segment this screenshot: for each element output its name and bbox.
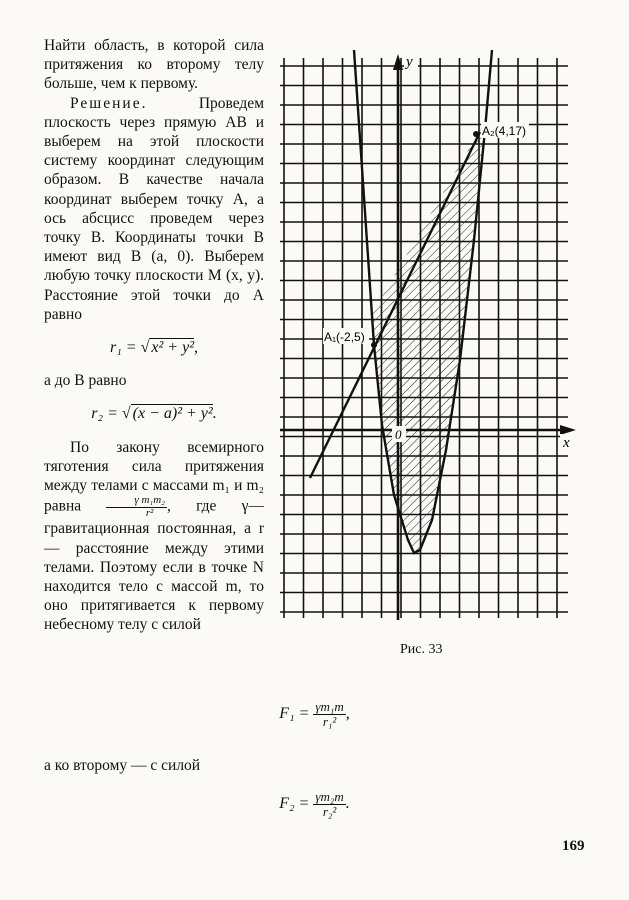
formula-f1 xyxy=(0,700,629,728)
point-a1-dot xyxy=(371,342,377,348)
figure-33 xyxy=(280,50,590,620)
intro-paragraph: Найти область, в которой сила притяжения ко второму телу больше, чем к первому. xyxy=(44,37,264,93)
r1-end: , xyxy=(193,339,198,357)
f1-num: γm₁m xyxy=(315,699,344,714)
law-after-text: , где γ—гравитационная постоянная, а r — расстояние между этими телами. Поэтому если в точке N находится тело с массой m, то оно притягивается к первому небесному телу с силой xyxy=(44,497,265,634)
law-paragraph xyxy=(44,438,264,635)
f2-lhs: F₂ = xyxy=(279,794,314,812)
f2-fraction xyxy=(313,790,345,818)
gravity-den: r² xyxy=(145,506,154,519)
f1-fraction xyxy=(313,700,345,728)
y-label: y xyxy=(406,54,413,70)
formula-r1: r₁ = √ x² + y², xyxy=(110,339,198,357)
solution-heading: Решение. xyxy=(70,94,148,112)
r2-lhs: r₂ = xyxy=(91,405,122,423)
text-column xyxy=(44,36,264,635)
to-b-text: а до B равно xyxy=(44,372,127,390)
origin-label: 0 xyxy=(395,427,402,442)
f2-den: r₂² xyxy=(322,803,337,819)
figure-caption: Рис. 33 xyxy=(400,642,443,657)
f1-end: , xyxy=(345,704,350,722)
point-a1-label: A₁(-2,5) xyxy=(324,330,365,344)
point-a2-label: A₂(4,17) xyxy=(482,124,527,138)
f1-den: r₁² xyxy=(322,713,337,729)
point-a2-dot xyxy=(473,131,479,137)
solution-text: Проведем плоскость через прямую AB и выберем на этой плоскости систему координат следующим образом. В качестве начала координат выберем точку A, а ось абсцисс проведем через точку B. Координаты точки B имеют вид B (a, 0). Выберем любую точку плоскости M (x, y). Расстояние этой точки до A равно xyxy=(44,94,264,323)
r1-radicand: x² + y² xyxy=(151,339,194,357)
f1-lhs: F₁ = xyxy=(279,704,314,722)
x-label: x xyxy=(563,435,570,451)
x-arrow xyxy=(560,425,576,435)
r2-end: . xyxy=(212,405,217,423)
law-text: По закону всемирного тяготения сила притяжения между телами с массами m₁ и m₂ равна xyxy=(44,438,264,515)
f2-num: γm₂m xyxy=(315,789,344,804)
gravity-num: γ m₁m₂ xyxy=(106,495,167,508)
solution-paragraph xyxy=(44,94,264,324)
formula-r2: r₂ = √ (x − a)² + y². xyxy=(91,405,217,423)
to-second-text: а ко второму — с силой xyxy=(44,757,201,774)
r2-radicand: (x − a)² + y² xyxy=(132,405,213,423)
page-number: 169 xyxy=(562,838,585,854)
formula-f2 xyxy=(0,790,629,818)
r1-lhs: r₁ = xyxy=(110,339,141,357)
gravity-fraction xyxy=(106,495,167,519)
f2-end: . xyxy=(345,794,350,812)
